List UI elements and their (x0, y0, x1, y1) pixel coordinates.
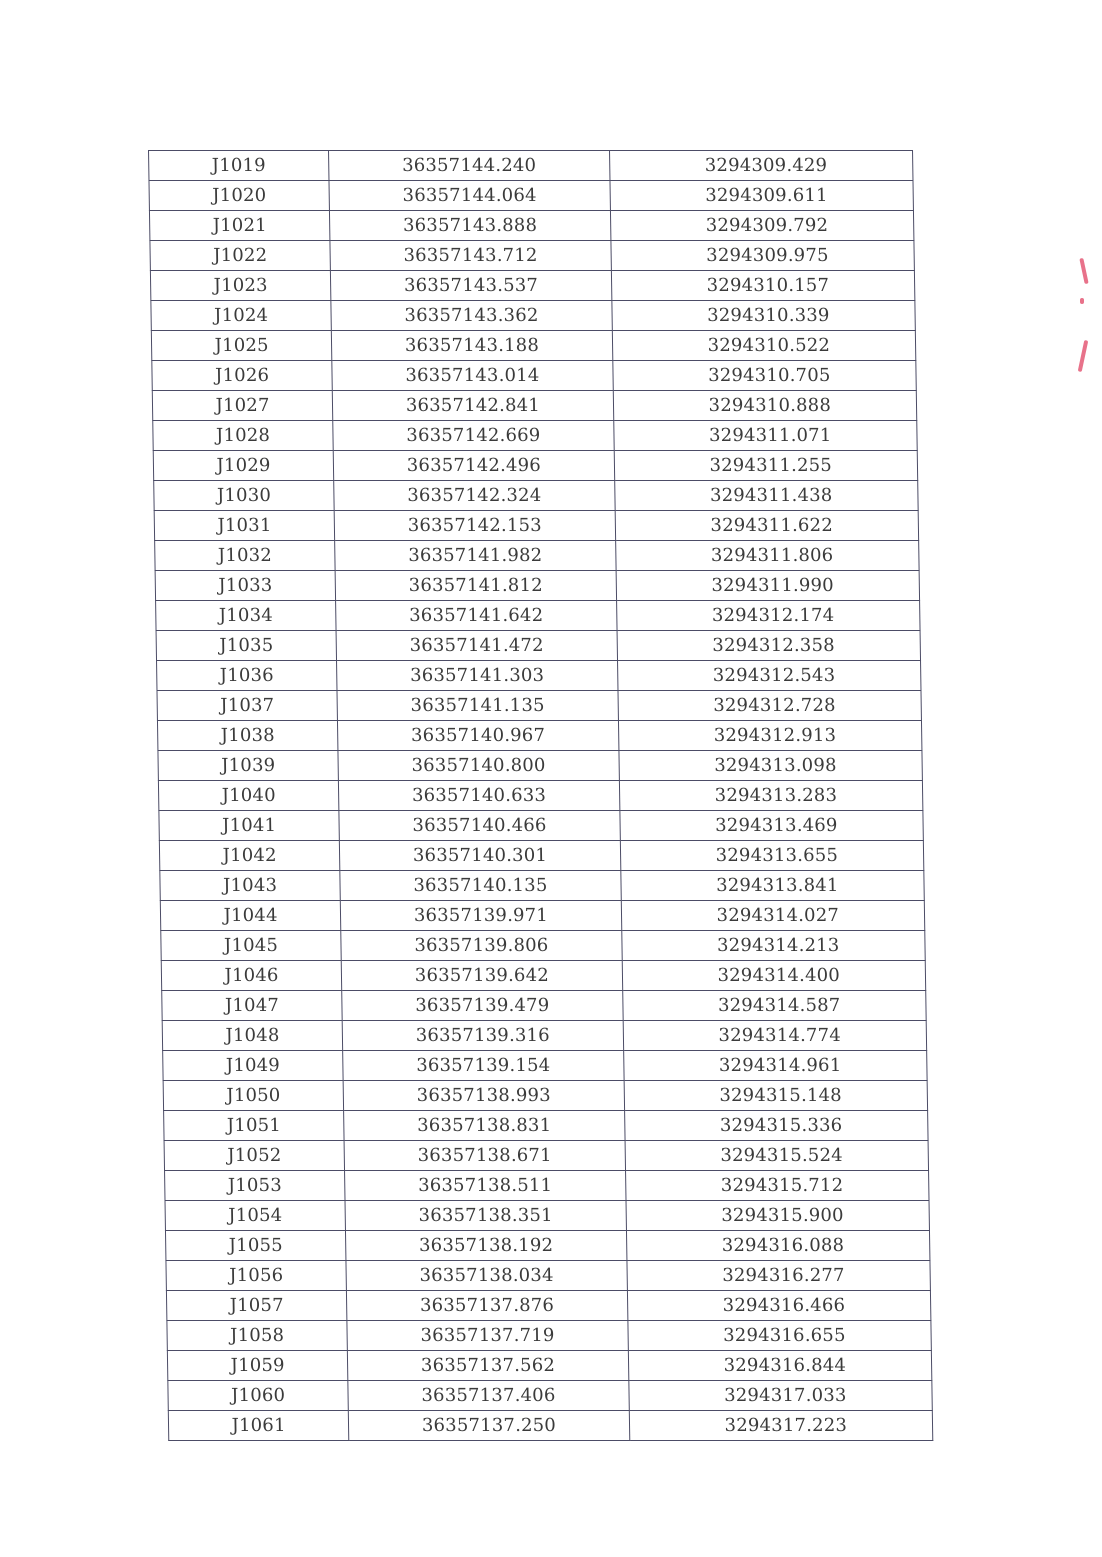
table-row (163, 1081, 927, 1111)
table-row (149, 181, 913, 211)
table-row (164, 1111, 928, 1141)
y-coordinate-cell: 3294310.705 (612, 361, 916, 391)
point-id-cell: J1023 (150, 271, 331, 301)
y-coordinate-cell: 3294316.088 (626, 1231, 930, 1261)
y-coordinate-cell: 3294312.543 (617, 661, 921, 691)
x-coordinate-cell: 36357144.064 (329, 181, 610, 211)
y-coordinate-cell: 3294312.358 (617, 631, 921, 661)
y-coordinate-cell: 3294313.655 (620, 841, 924, 871)
x-coordinate-cell: 36357143.362 (331, 301, 612, 331)
y-coordinate-cell: 3294311.438 (614, 481, 918, 511)
table-row (159, 811, 923, 841)
table-row (149, 151, 913, 181)
table-row (164, 1141, 928, 1171)
y-coordinate-cell: 3294316.277 (627, 1261, 931, 1291)
point-id-cell: J1031 (154, 511, 335, 541)
x-coordinate-cell: 36357138.034 (346, 1261, 627, 1291)
point-id-cell: J1045 (161, 931, 342, 961)
y-coordinate-cell: 3294309.611 (610, 181, 914, 211)
table-body (149, 151, 933, 1441)
point-id-cell: J1035 (156, 631, 337, 661)
y-coordinate-cell: 3294314.213 (621, 931, 925, 961)
y-coordinate-cell: 3294315.148 (624, 1081, 928, 1111)
y-coordinate-cell: 3294311.071 (613, 421, 917, 451)
y-coordinate-cell: 3294310.888 (613, 391, 917, 421)
point-id-cell: J1059 (167, 1351, 348, 1381)
point-id-cell: J1019 (149, 151, 330, 181)
x-coordinate-cell: 36357143.188 (332, 331, 613, 361)
table-row (157, 691, 921, 721)
y-coordinate-cell: 3294313.469 (619, 811, 923, 841)
table-row (153, 421, 917, 451)
table-row (156, 601, 920, 631)
table-row (161, 931, 925, 961)
y-coordinate-cell: 3294316.466 (627, 1291, 931, 1321)
point-id-cell: J1039 (158, 751, 339, 781)
y-coordinate-cell: 3294310.157 (611, 271, 915, 301)
point-id-cell: J1032 (155, 541, 336, 571)
table-row (165, 1201, 929, 1231)
point-id-cell: J1050 (163, 1081, 344, 1111)
y-coordinate-cell: 3294316.844 (628, 1351, 932, 1381)
stamp-mark (1079, 258, 1088, 284)
x-coordinate-cell: 36357138.192 (346, 1231, 627, 1261)
x-coordinate-cell: 36357141.472 (336, 631, 617, 661)
y-coordinate-cell: 3294315.900 (626, 1201, 930, 1231)
x-coordinate-cell: 36357142.841 (333, 391, 614, 421)
point-id-cell: J1040 (158, 781, 339, 811)
table-row (167, 1321, 931, 1351)
point-id-cell: J1038 (157, 721, 338, 751)
x-coordinate-cell: 36357144.240 (329, 151, 610, 181)
point-id-cell: J1053 (165, 1171, 346, 1201)
y-coordinate-cell: 3294314.961 (623, 1051, 927, 1081)
y-coordinate-cell: 3294311.622 (615, 511, 919, 541)
table-row (151, 331, 915, 361)
y-coordinate-cell: 3294314.027 (621, 901, 925, 931)
y-coordinate-cell: 3294311.806 (615, 541, 919, 571)
x-coordinate-cell: 36357140.633 (339, 781, 620, 811)
point-id-cell: J1058 (167, 1321, 348, 1351)
x-coordinate-cell: 36357138.831 (344, 1111, 625, 1141)
point-id-cell: J1026 (152, 361, 333, 391)
table-row (162, 1021, 926, 1051)
y-coordinate-cell: 3294310.339 (611, 301, 915, 331)
point-id-cell: J1049 (163, 1051, 344, 1081)
y-coordinate-cell: 3294313.283 (619, 781, 923, 811)
stamp-mark (1080, 298, 1084, 304)
table-row (165, 1171, 929, 1201)
table-row (168, 1411, 932, 1441)
point-id-cell: J1037 (157, 691, 338, 721)
point-id-cell: J1025 (151, 331, 332, 361)
point-id-cell: J1061 (168, 1411, 349, 1441)
table-row (150, 241, 914, 271)
table-row (155, 571, 919, 601)
table-row (156, 631, 920, 661)
table-row (168, 1381, 932, 1411)
point-id-cell: J1060 (168, 1381, 349, 1411)
table-row (166, 1291, 930, 1321)
table-row (152, 391, 916, 421)
point-id-cell: J1042 (159, 841, 340, 871)
table-row (165, 1231, 929, 1261)
x-coordinate-cell: 36357138.351 (345, 1201, 626, 1231)
table-row (149, 211, 913, 241)
x-coordinate-cell: 36357139.316 (342, 1021, 623, 1051)
table-row (160, 901, 924, 931)
x-coordinate-cell: 36357142.153 (334, 511, 615, 541)
point-id-cell: J1057 (166, 1291, 347, 1321)
point-id-cell: J1021 (149, 211, 330, 241)
x-coordinate-cell: 36357140.301 (340, 841, 621, 871)
y-coordinate-cell: 3294317.033 (628, 1381, 932, 1411)
x-coordinate-cell: 36357140.135 (340, 871, 621, 901)
x-coordinate-cell: 36357143.712 (330, 241, 611, 271)
y-coordinate-cell: 3294310.522 (612, 331, 916, 361)
point-id-cell: J1029 (153, 451, 334, 481)
point-id-cell: J1020 (149, 181, 330, 211)
x-coordinate-cell: 36357137.250 (349, 1411, 630, 1441)
x-coordinate-cell: 36357137.719 (347, 1321, 628, 1351)
point-id-cell: J1051 (164, 1111, 345, 1141)
table-row (157, 661, 921, 691)
table-row (158, 781, 922, 811)
table-row (159, 841, 923, 871)
x-coordinate-cell: 36357141.135 (337, 691, 618, 721)
point-id-cell: J1033 (155, 571, 336, 601)
y-coordinate-cell: 3294311.255 (614, 451, 918, 481)
x-coordinate-cell: 36357140.800 (338, 751, 619, 781)
point-id-cell: J1055 (165, 1231, 346, 1261)
y-coordinate-cell: 3294313.098 (619, 751, 923, 781)
point-id-cell: J1024 (151, 301, 332, 331)
x-coordinate-cell: 36357138.671 (344, 1141, 625, 1171)
x-coordinate-cell: 36357139.479 (342, 991, 623, 1021)
point-id-cell: J1052 (164, 1141, 345, 1171)
x-coordinate-cell: 36357141.642 (336, 601, 617, 631)
point-id-cell: J1030 (154, 481, 335, 511)
y-coordinate-cell: 3294315.336 (624, 1111, 928, 1141)
x-coordinate-cell: 36357141.303 (337, 661, 618, 691)
y-coordinate-cell: 3294315.524 (625, 1141, 929, 1171)
x-coordinate-cell: 36357141.982 (335, 541, 616, 571)
point-id-cell: J1044 (160, 901, 341, 931)
point-id-cell: J1056 (166, 1261, 347, 1291)
y-coordinate-cell: 3294315.712 (625, 1171, 929, 1201)
table-row (157, 721, 921, 751)
table-row (162, 991, 926, 1021)
table-row (166, 1261, 930, 1291)
table-row (155, 541, 919, 571)
x-coordinate-cell: 36357140.466 (339, 811, 620, 841)
point-id-cell: J1041 (159, 811, 340, 841)
table-row (167, 1351, 931, 1381)
point-id-cell: J1028 (153, 421, 334, 451)
stamp-mark (1078, 340, 1089, 372)
y-coordinate-cell: 3294309.975 (611, 241, 915, 271)
x-coordinate-cell: 36357137.562 (348, 1351, 629, 1381)
y-coordinate-cell: 3294313.841 (620, 871, 924, 901)
point-id-cell: J1054 (165, 1201, 346, 1231)
y-coordinate-cell: 3294311.990 (616, 571, 920, 601)
coordinate-table (148, 150, 933, 1441)
x-coordinate-cell: 36357139.642 (341, 961, 622, 991)
y-coordinate-cell: 3294312.174 (616, 601, 920, 631)
point-id-cell: J1034 (156, 601, 337, 631)
x-coordinate-cell: 36357143.014 (332, 361, 613, 391)
x-coordinate-cell: 36357143.888 (330, 211, 611, 241)
table-row (152, 361, 916, 391)
table-row (154, 481, 918, 511)
x-coordinate-cell: 36357138.993 (343, 1081, 624, 1111)
y-coordinate-cell: 3294317.223 (629, 1411, 933, 1441)
x-coordinate-cell: 36357138.511 (345, 1171, 626, 1201)
x-coordinate-cell: 36357139.971 (341, 901, 622, 931)
x-coordinate-cell: 36357141.812 (335, 571, 616, 601)
x-coordinate-cell: 36357143.537 (331, 271, 612, 301)
y-coordinate-cell: 3294312.913 (618, 721, 922, 751)
x-coordinate-cell: 36357139.806 (341, 931, 622, 961)
table-row (150, 271, 914, 301)
table-row (160, 871, 924, 901)
y-coordinate-cell: 3294314.400 (622, 961, 926, 991)
point-id-cell: J1027 (152, 391, 333, 421)
x-coordinate-cell: 36357137.876 (347, 1291, 628, 1321)
y-coordinate-cell: 3294314.587 (622, 991, 926, 1021)
table-row (151, 301, 915, 331)
table-row (158, 751, 922, 781)
x-coordinate-cell: 36357142.496 (333, 451, 614, 481)
point-id-cell: J1047 (162, 991, 343, 1021)
point-id-cell: J1022 (150, 241, 331, 271)
table-row (161, 961, 925, 991)
table-row (153, 451, 917, 481)
point-id-cell: J1036 (157, 661, 338, 691)
y-coordinate-cell: 3294312.728 (618, 691, 922, 721)
point-id-cell: J1043 (160, 871, 341, 901)
x-coordinate-cell: 36357137.406 (348, 1381, 629, 1411)
x-coordinate-cell: 36357139.154 (343, 1051, 624, 1081)
point-id-cell: J1048 (162, 1021, 343, 1051)
table-row (163, 1051, 927, 1081)
x-coordinate-cell: 36357142.324 (334, 481, 615, 511)
x-coordinate-cell: 36357140.967 (338, 721, 619, 751)
y-coordinate-cell: 3294316.655 (627, 1321, 931, 1351)
x-coordinate-cell: 36357142.669 (333, 421, 614, 451)
y-coordinate-cell: 3294309.792 (610, 211, 914, 241)
y-coordinate-cell: 3294314.774 (623, 1021, 927, 1051)
point-id-cell: J1046 (161, 961, 342, 991)
y-coordinate-cell: 3294309.429 (609, 151, 913, 181)
table-row (154, 511, 918, 541)
